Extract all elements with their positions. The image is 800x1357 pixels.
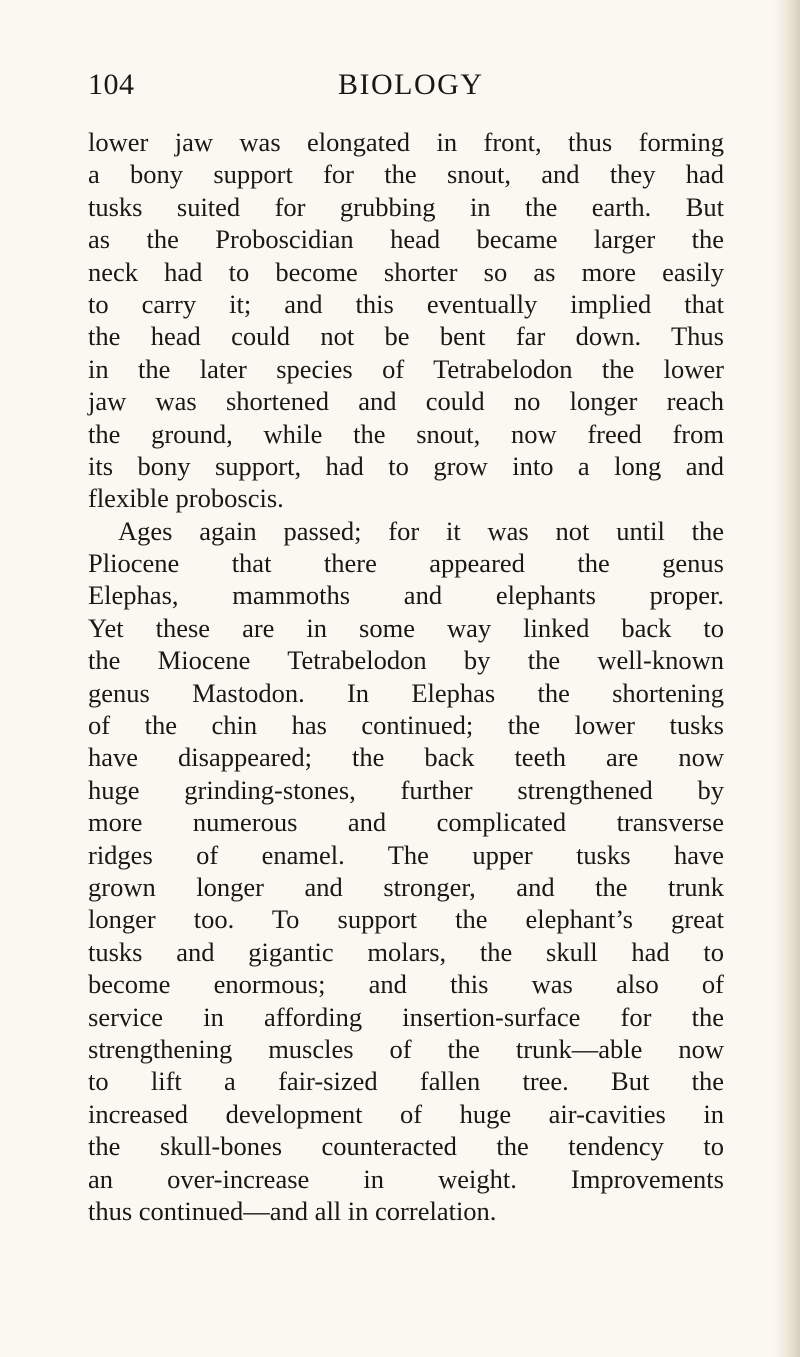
body-text xyxy=(88,126,724,1227)
text-line: longer too. To support the elephant’s great xyxy=(88,904,724,935)
text-line: jaw was shortened and could no longer reach xyxy=(88,386,724,417)
text-line: tusks suited for grubbing in the earth. But xyxy=(88,191,724,222)
paragraph-end-line: flexible proboscis. xyxy=(88,483,284,514)
text-line: Pliocene that there appeared the genus xyxy=(88,548,724,579)
text-line: neck had to become shorter so as more easily xyxy=(88,256,724,287)
text-line: service in affording insertion-surface for the xyxy=(88,1001,724,1032)
text-line: as the Proboscidian head became larger the xyxy=(88,224,724,255)
text-line: huge grinding-stones, further strengthened by xyxy=(88,774,724,805)
text-line: the Miocene Tetrabelodon by the well-known xyxy=(88,645,724,676)
text-line: the head could not be bent far down. Thus xyxy=(88,321,724,352)
paragraph-end-line: thus continued—and all in correlation. xyxy=(88,1195,497,1226)
paragraph-start-line: Ages again passed; for it was not until the xyxy=(118,515,724,546)
page-number: 104 xyxy=(88,68,135,101)
text-line: in the later species of Tetrabelodon the lower xyxy=(88,353,724,384)
text-line: its bony support, had to grow into a long and xyxy=(88,450,724,481)
text-line: a bony support for the snout, and they had xyxy=(88,159,724,190)
text-line: strengthening muscles of the trunk—able now xyxy=(88,1033,724,1064)
text-line: to lift a fair-sized fallen tree. But the xyxy=(88,1066,724,1097)
text-line: of the chin has continued; the lower tusks xyxy=(88,710,724,741)
text-line: have disappeared; the back teeth are now xyxy=(88,742,724,773)
page-edge-shadow xyxy=(774,0,800,1357)
text-line: an over-increase in weight. Improvements xyxy=(88,1163,724,1194)
running-title: BIOLOGY xyxy=(338,68,484,101)
text-line: become enormous; and this was also of xyxy=(88,969,724,1000)
text-line: Elephas, mammoths and elephants proper. xyxy=(88,580,724,611)
text-line: increased development of huge air-cavities in xyxy=(88,1098,724,1129)
text-line: the skull-bones counteracted the tendency to xyxy=(88,1131,724,1162)
text-line: the ground, while the snout, now freed from xyxy=(88,418,724,449)
page-header xyxy=(88,68,718,114)
text-line: lower jaw was elongated in front, thus forming xyxy=(88,127,724,157)
text-line: grown longer and stronger, and the trunk xyxy=(88,871,724,902)
text-line: genus Mastodon. In Elephas the shortening xyxy=(88,677,724,708)
text-line: Yet these are in some way linked back to xyxy=(88,612,724,643)
text-line: ridges of enamel. The upper tusks have xyxy=(88,839,724,870)
text-line: tusks and gigantic molars, the skull had to xyxy=(88,936,724,967)
text-line: to carry it; and this eventually implied that xyxy=(88,288,724,319)
text-line: more numerous and complicated transverse xyxy=(88,807,724,838)
